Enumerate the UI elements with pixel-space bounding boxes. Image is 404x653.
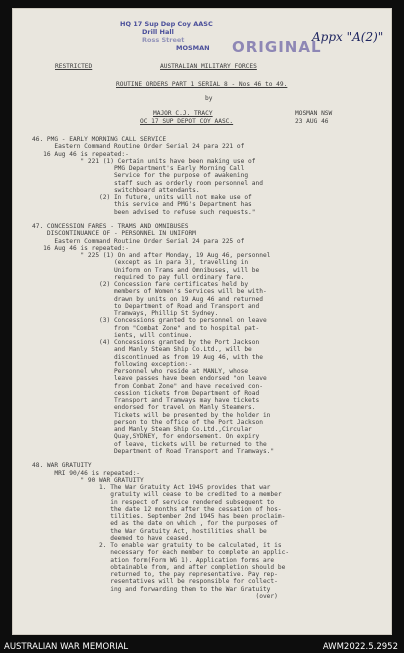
order-text-line: (2) Concession fare certificates held by	[32, 281, 249, 288]
order-text-line: (over)	[32, 592, 278, 600]
order-text-line: (3) Concessions granted to personnel on leave	[32, 317, 267, 325]
by-text: by	[205, 95, 213, 102]
order-text-line: Department of Road Transport and Tramways."	[32, 447, 275, 455]
order-text-line: required to pay full ordinary fare.	[32, 273, 245, 281]
order-text-line: been advised to refuse such requests."	[32, 208, 256, 216]
order-text-line: in respect of service rendered subsequent to	[32, 498, 275, 506]
order-text-line: Personnel who reside at MANLY, whose	[32, 368, 249, 375]
order-text-line: this service and PMG's Department has	[32, 201, 252, 209]
order-text-line: returned to, the pay representative. Pay rep-	[32, 571, 278, 578]
handwritten-annotation: Appx "A(2)"	[312, 30, 384, 44]
document-page	[12, 8, 392, 635]
order-text-line: from Combat Zone" and have received con-	[32, 382, 263, 390]
order-text-line: deemed to have ceased.	[32, 534, 193, 542]
order-text-line: 48. WAR GRATUITY	[32, 462, 92, 470]
order-text-line: gratuity will cease to be credited to a member	[32, 491, 282, 499]
orders-title: ROUTINE ORDERS PART 1 SERIAL 8 - Nos 46 to 49.	[116, 81, 288, 88]
officer-unit: OC 17 SUP DEPOT COY AASC.	[140, 118, 234, 125]
order-text-line: Service for the purpose of awakening	[32, 172, 249, 180]
order-text-line: Uniform on Trams and Omnibuses, will be	[32, 266, 260, 274]
order-text-line: ients, will continue.	[32, 331, 193, 339]
order-text-line: Eastern Command Routine Order Serial 24 para 225 of	[32, 237, 245, 245]
stamp-line-4: MOSMAN	[176, 44, 210, 52]
order-text-line: obtainable from, and after completion should be	[32, 563, 286, 571]
order-text-line: ing and forwarding them to the War Gratuity	[32, 585, 271, 593]
order-text-line: members of Women's Services will be with-	[32, 288, 267, 296]
order-text-line: and Manly Steam Ship Co.Ltd., will be	[32, 346, 252, 354]
order-text-line: drawn by units on 19 Aug 46 and returned	[32, 295, 263, 303]
stamp-line-2: Drill Hall	[142, 28, 174, 36]
order-text-line: PMG Department's Early Morning Call	[32, 165, 245, 172]
order-text-line: 47. CONCESSION FARES - TRAMS AND OMNIBUSES	[32, 223, 189, 230]
footer-institution: AUSTRALIAN WAR MEMORIAL	[4, 642, 129, 652]
stamp-line-1: HQ 17 Sup Dep Coy AASC	[120, 20, 213, 28]
order-text-line: 16 Aug 46 is repeated:-	[32, 150, 129, 158]
order-text-line: resentatives will be responsible for collect-	[32, 578, 278, 586]
order-text-line: necessary for each member to complete an applic-	[32, 549, 290, 557]
order-text-line: (4) Concessions granted by the Port Jackson	[32, 339, 260, 346]
order-text-line: " 221 (1) Certain units have been making use of	[32, 157, 256, 165]
place: MOSMAN NSW	[295, 110, 333, 117]
order-text-line: Transport and Tramways may have tickets	[32, 397, 260, 404]
order-text-line: discontinued as from 19 Aug 46, with the	[32, 353, 263, 361]
order-text-line: staff such as orderly room personnel and	[32, 179, 263, 187]
order-text-line: MRI 90/46 is repeated:-	[32, 469, 141, 477]
order-text-line: cession tickets from Department of Road	[32, 389, 260, 397]
order-text-line: endorsed for travel on Manly Steamers.	[32, 404, 256, 412]
footer-accession-number: AWM2022.5.2952	[322, 642, 398, 652]
order-text-line: " 225 (1) On and after Monday, 19 Aug 46, personnel	[32, 252, 271, 259]
order-text-line: to Department of Road and Transport and	[32, 302, 260, 310]
order-text-line: (2) In future, units will not make use of	[32, 194, 252, 201]
order-text-line: following exception:-	[32, 360, 193, 368]
order-text-line: the date 12 months after the cessation of hos-	[32, 505, 282, 513]
order-text-line: Tickets will be presented by the holder in	[32, 411, 271, 419]
order-text-line: 46. PMG - EARLY MORNING CALL SERVICE	[32, 136, 167, 143]
restricted-label: RESTRICTED	[55, 63, 93, 70]
order-text-line: ation form(Form WG 1). Application forms are	[32, 556, 275, 564]
stamp-line-3: Ross Street	[142, 36, 185, 44]
order-text-line: person to the office of the Port Jackson	[32, 418, 263, 426]
order-text-line: (except as in para 3), travelling in	[32, 259, 249, 267]
order-text-line: leave passes have been endorsed "on leave	[32, 375, 267, 383]
order-text-line: 16 Aug 46 is repeated:-	[32, 244, 129, 252]
order-text-line: Eastern Command Routine Order Serial 24 para 221 of	[32, 143, 245, 151]
unit-stamp	[120, 20, 213, 52]
order-text-line: 2. To enable war gratuity to be calculated, it is	[32, 542, 282, 549]
order-text-line: " 90 WAR GRATUITY	[32, 476, 144, 484]
order-text-line: switchboard attendants.	[32, 186, 200, 194]
order-text-line: of leave, tickets will be returned to the	[32, 440, 267, 448]
original-stamp: ORIGINAL	[232, 38, 322, 56]
order-text-line: the War Gratuity Act, hostilities shall be	[32, 527, 267, 535]
order-text-line: 1. The War Gratuity Act 1945 provides that war	[32, 484, 271, 491]
order-text-line: and Manly Steam Ship Co.Ltd.,Circular	[32, 426, 252, 433]
order-text-line: tilities. September 2nd 1945 has been proclaim-	[32, 513, 286, 520]
order-text-line: Quay,SYDNEY, for endorsement. On expiry	[32, 433, 260, 441]
force-heading: AUSTRALIAN MILITARY FORCES	[160, 63, 257, 70]
order-text-line: Tramways, Phillip St Sydney.	[32, 310, 219, 317]
order-text-line: DISCONTINUANCE OF - PERSONNEL IN UNIFORM	[32, 230, 196, 238]
officer-name: MAJOR C.J. TRACY	[153, 110, 213, 117]
order-text-line: ed as the date on which , for the purposes of	[32, 520, 278, 528]
order-date: 23 AUG 46	[295, 118, 329, 125]
order-text-line: from "Combat Zone" and to hospital pat-	[32, 324, 260, 332]
